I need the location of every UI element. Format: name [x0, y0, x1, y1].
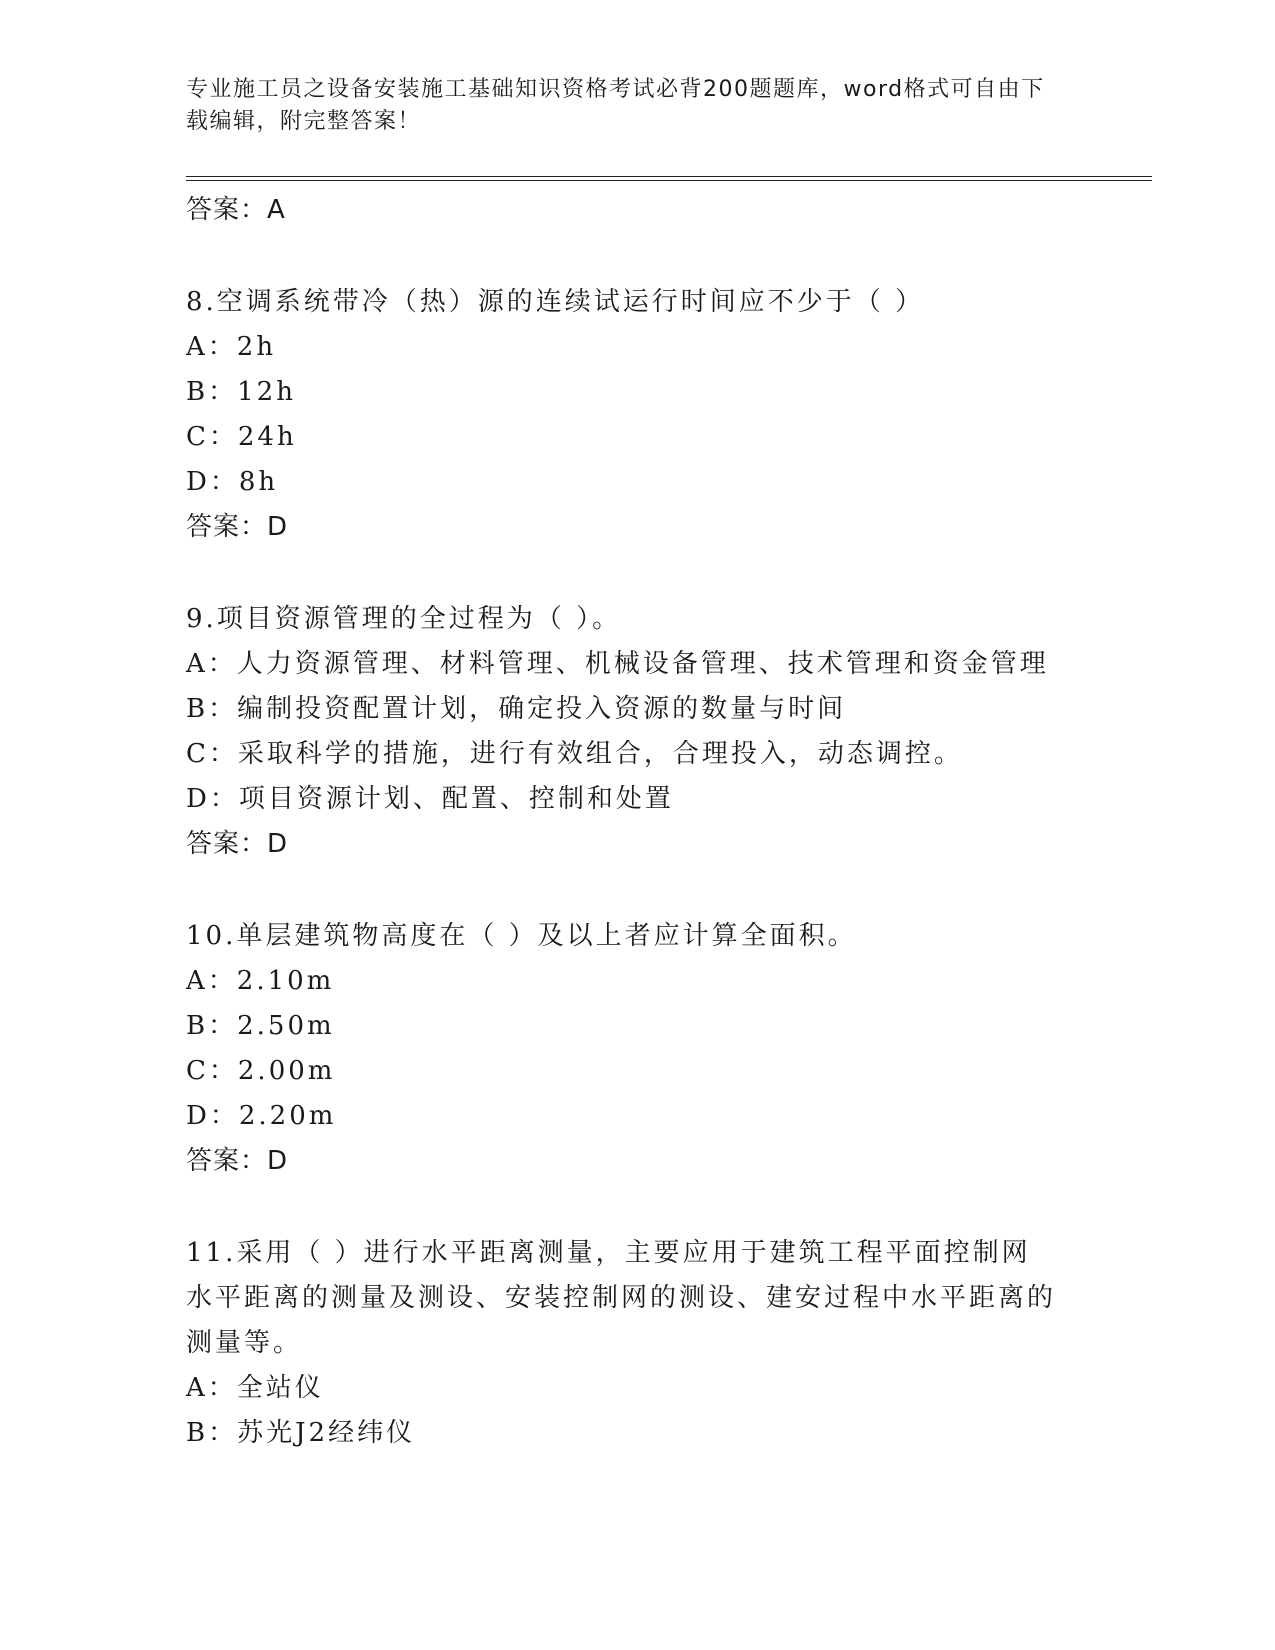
document-body [186, 188, 1066, 1456]
question-stem: 10.单层建筑物高度在（ ）及以上者应计算全面积。 [186, 921, 857, 951]
question-stem: 8.空调系统带冷（热）源的连续试运行时间应不少于（ ） [186, 287, 925, 317]
document-header: 专业施工员之设备安装施工基础知识资格考试必背200题题库，word格式可自由下载编辑，附完整答案！ [186, 77, 1045, 134]
option-b: B：苏光J2经纬仪 [186, 1418, 416, 1448]
answer-line: 答案：D [186, 829, 289, 859]
question-block [186, 280, 1066, 550]
option-d: D：项目资源计划、配置、控制和处置 [186, 784, 674, 814]
option-d: D：8h [186, 467, 279, 497]
option-a: A：全站仪 [186, 1373, 324, 1403]
option-a: A：2.10m [186, 966, 335, 996]
question-stem: 11.采用（ ）进行水平距离测量，主要应用于建筑工程平面控制网水平距离的测量及测设、安装控制网的测设、建安过程中水平距离的测量等。 [186, 1238, 1057, 1358]
option-a: A：人力资源管理、材料管理、机械设备管理、技术管理和资金管理 [186, 649, 1049, 679]
question-block [186, 914, 1066, 1184]
question-block [186, 597, 1066, 867]
question-stem: 9.项目资源管理的全过程为（ ）。 [186, 604, 622, 634]
option-d: D：2.20m [186, 1101, 337, 1131]
option-a: A：2h [186, 332, 277, 362]
option-c: C：采取科学的措施，进行有效组合，合理投入，动态调控。 [186, 739, 963, 769]
question-block [186, 1231, 1066, 1456]
header-divider [186, 176, 1152, 181]
option-b: B：12h [186, 377, 296, 407]
option-b: B：编制投资配置计划，确定投入资源的数量与时间 [186, 694, 847, 724]
option-b: B：2.50m [186, 1011, 335, 1041]
answer-line: 答案：D [186, 512, 289, 542]
option-c: C：2.00m [186, 1056, 336, 1086]
answer-line: 答案：D [186, 1146, 289, 1176]
previous-answer: 答案：A [186, 195, 286, 225]
option-c: C：24h [186, 422, 297, 452]
